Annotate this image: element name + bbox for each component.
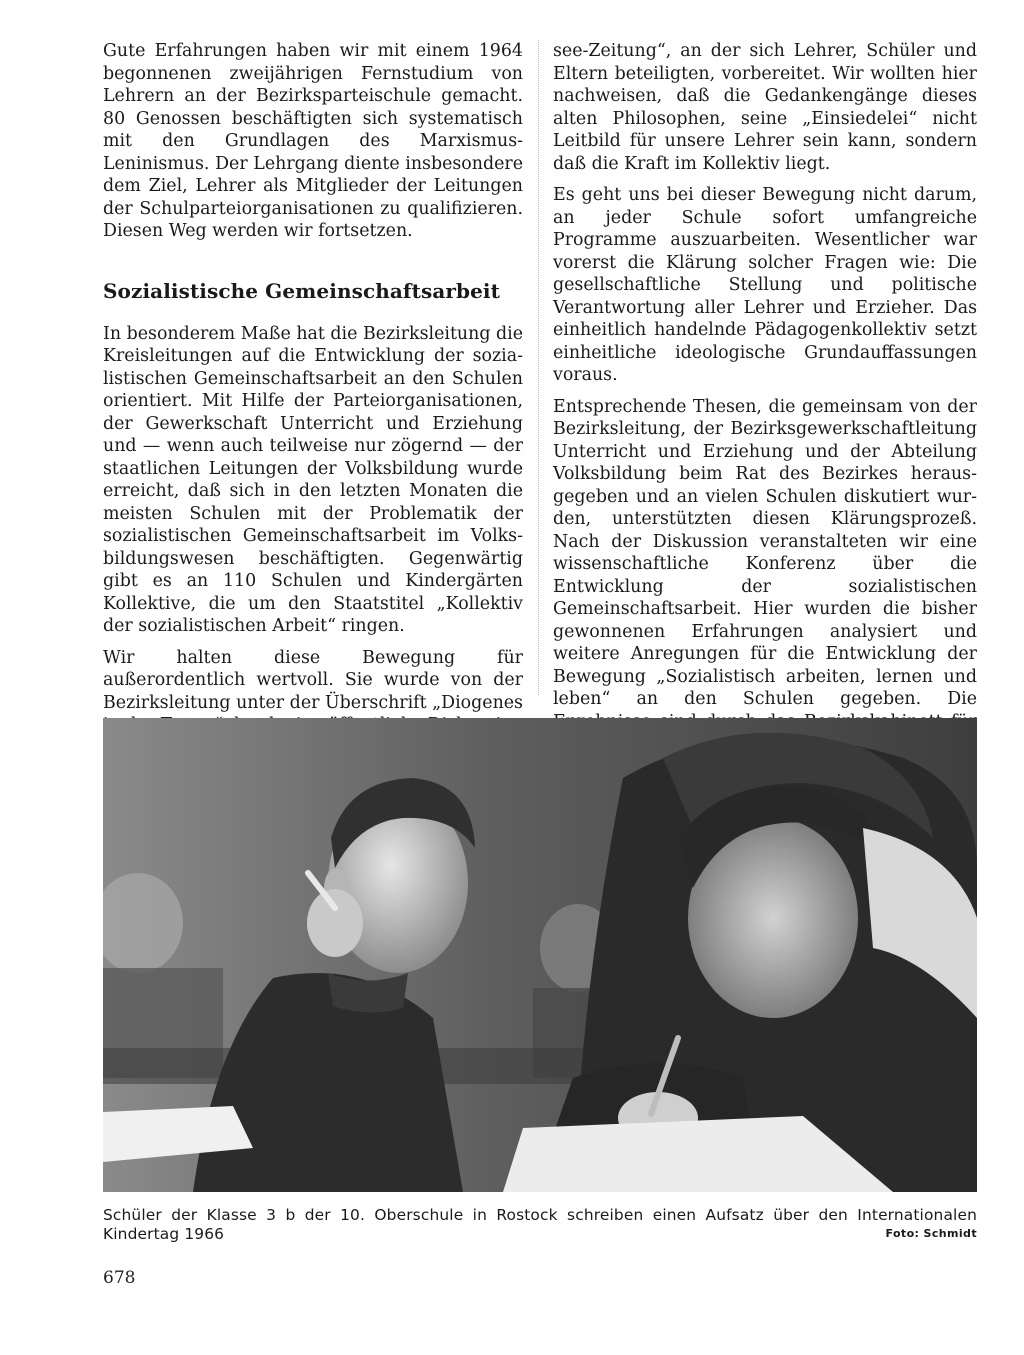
paragraph-programme: Es geht uns bei dieser Bewegung nicht darum, an jeder Schule sofort umfangreiche Programme auszuarbeiten. Wesentlicher war vorerst die Klärung solcher Fragen wie: Die gesellschaftliche Stellung und politische Verantwortung aller Lehrer und Erzieher. Das einheitlich handelnde Pädagogenkollektiv setzt einheitliche ideologische Grundauffassungen voraus. xyxy=(553,185,977,385)
section-heading: Sozialistische Gemeinschaftsarbeit xyxy=(103,278,500,303)
photo-credit: Foto: Schmidt xyxy=(885,1227,977,1240)
paragraph-gemeinschaftsarbeit: In besonderem Maße hat die Bezirksleitung die Kreisleitungen auf die Entwicklung der sozialistischen Gemeinschaftsarbeit an den Schulen orientiert. Mit Hilfe der Parteiorganisationen, der Gewerkschaft Unterricht und Erziehung und — wenn auch teilweise nur zögernd — der staatlichen Leitungen der Volksbildung wurde erreicht, daß sich in den letzten Monaten die meisten Schulen mit der Problematik der sozialistischen Gemeinschaftsarbeit im Volksbildungswesen beschäftigten. Gegenwärtig gibt es an 110 Schulen und Kindergärten Kollektive, die um den Staatstitel „Kollektiv der sozialistischen Arbeit“ ringen. xyxy=(103,323,523,636)
paragraph-ostsee-zeitung: see-Zeitung“, an der sich Lehrer, Schüler und Eltern beteiligten, vorbereitet. Wir wollten hier nachweisen, daß die Gedankengänge dieses alten Philosophen, seine „Einsiedelei“ nicht Leitbild für unsere Lehrer sein kann, sondern daß die Kraft im Kollektiv liegt. xyxy=(553,41,977,174)
column-divider xyxy=(538,40,540,695)
paragraph-fernstudium: Gute Erfahrungen haben wir mit einem 1964 begonnenen zweijährigen Fernstudium von Lehrern an der Bezirksparteischule gemacht. 80 Genossen beschäftigten sich systematisch mit den Grundlagen des Marxismus-Leninismus. Der Lehrgang diente insbesondere dem Ziel, Lehrer als Mitglieder der Leitungen der Schulparteiorganisationen zu qualifizieren. Diesen Weg werden wir fortsetzen. xyxy=(103,41,523,241)
right-column xyxy=(553,40,977,810)
caption-line-2: Kindertag 1966 xyxy=(103,1225,225,1243)
left-column xyxy=(103,40,523,768)
classroom-photo xyxy=(103,718,977,1192)
caption-line-1: Schüler der Klasse 3 b der 10. Oberschule in Rostock schreiben einen Aufsatz über den Internationalen xyxy=(103,1206,977,1224)
photo-caption xyxy=(103,1206,977,1244)
classroom-photo-illustration xyxy=(103,718,977,1192)
page-number: 678 xyxy=(103,1268,136,1288)
paragraph-bewegung: Wir halten diese Bewegung für außerordentlich wertvoll. Sie wurde von der Bezirksleitung unter der Überschrift „Diogenes xyxy=(103,647,523,713)
paragraph-thesen: Entsprechende Thesen, die gemeinsam von der Bezirksleitung, der Bezirksgewerkschaftleitung Unterricht und Erziehung und der Abteilung Volksbildung beim Rat des Bezirkes herausgegeben und an vielen Schulen diskutiert wurden, unterstützten diesen Klärungsprozeß. Nach der Diskussion veranstalteten wir eine wissenschaftliche Konferenz über die Entwicklung der sozialistischen Gemeinschaftsarbeit. Hier wurden die bisher gewonnenen Erfahrungen analysiert und weitere Anregungen für die Entwicklung der Bewegung „Sozialistisch arbeiten, lernen und leben“ an den Schulen gegeben. Die xyxy=(553,396,977,709)
